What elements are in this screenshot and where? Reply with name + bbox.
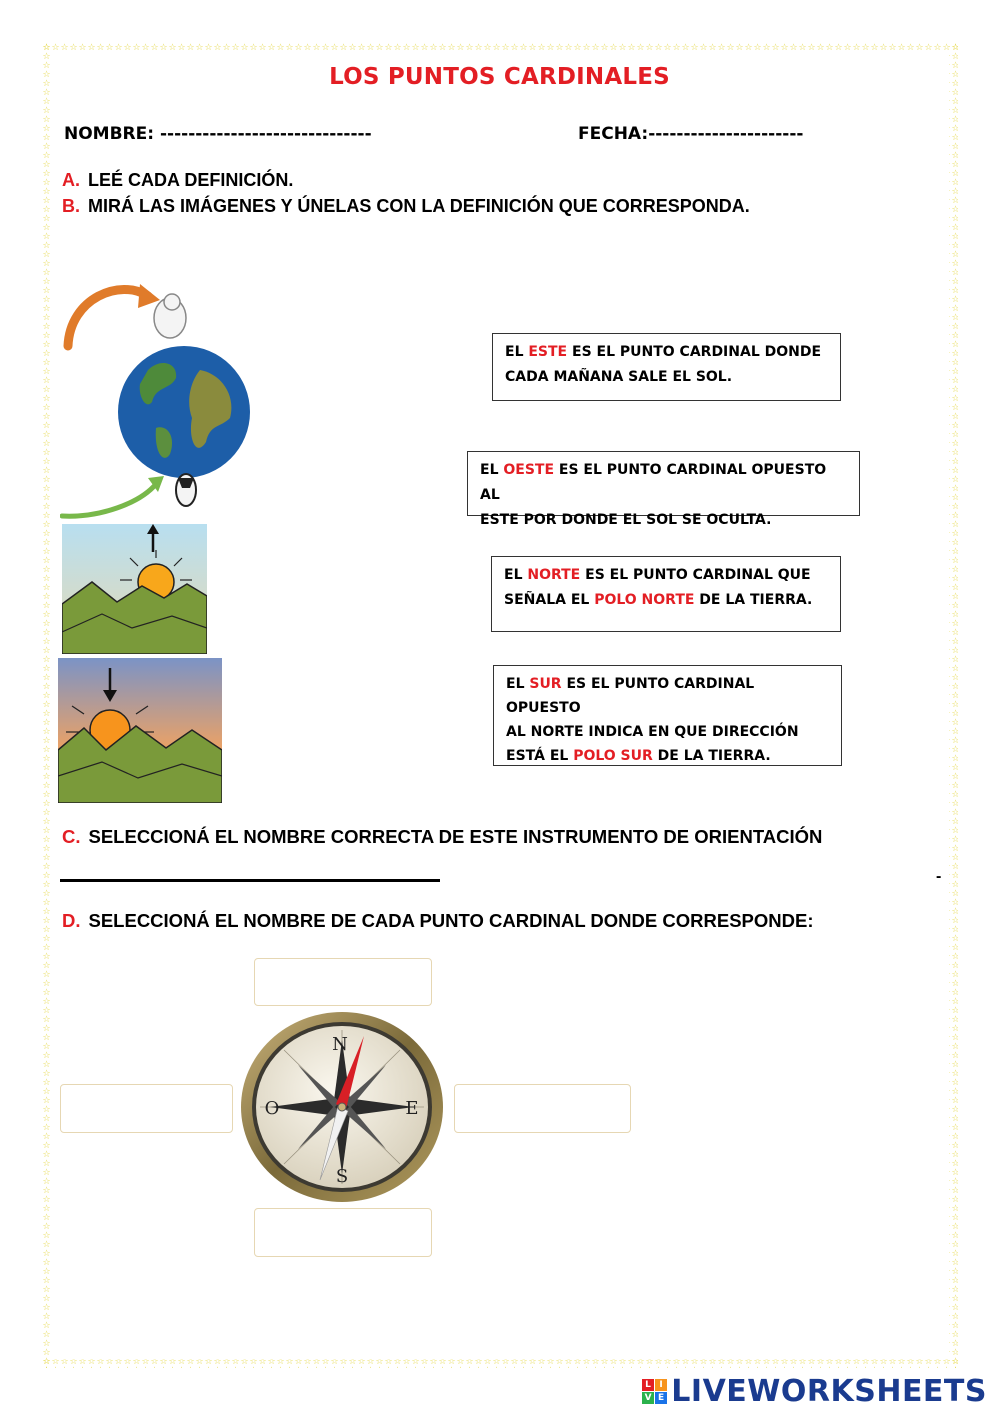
definition-sur-line1: EL SUR ES EL PUNTO CARDINAL OPUESTO bbox=[506, 676, 755, 716]
compass-letter-o: O bbox=[264, 1098, 280, 1119]
name-label: NOMBRE: ------------------------------ bbox=[64, 124, 372, 144]
answer-box-north[interactable] bbox=[254, 958, 432, 1006]
definition-norte-line2: SEÑALA EL POLO NORTE DE LA TIERRA. bbox=[504, 592, 813, 608]
definition-norte-line1: EL NORTE ES EL PUNTO CARDINAL QUE bbox=[504, 567, 811, 583]
instruction-c-text: SELECCIONÁ EL NOMBRE CORRECTA DE ESTE INSTRUMENTO DE ORIENTACIÓN bbox=[88, 826, 823, 847]
instruction-a bbox=[62, 170, 293, 191]
answer-box-west[interactable] bbox=[60, 1084, 233, 1133]
definition-este-line2: CADA MAÑANA SALE EL SOL. bbox=[505, 369, 733, 385]
instruction-a-letter: A. bbox=[62, 170, 80, 190]
compass-letter-s: S bbox=[335, 1166, 349, 1187]
answer-box-east[interactable] bbox=[454, 1084, 631, 1133]
liveworksheets-brand bbox=[642, 1374, 987, 1409]
definition-este-line1: EL ESTE ES EL PUNTO CARDINAL DONDE bbox=[505, 344, 822, 360]
trailing-dash: - bbox=[936, 868, 942, 885]
instruction-c-letter: C. bbox=[62, 826, 81, 847]
date-label: FECHA:---------------------- bbox=[578, 124, 804, 144]
definition-sur[interactable] bbox=[493, 665, 842, 766]
page-title: LOS PUNTOS CARDINALES bbox=[329, 64, 670, 90]
answer-line-instrument[interactable] bbox=[60, 879, 440, 882]
instruction-d bbox=[62, 910, 813, 932]
answer-box-south[interactable] bbox=[254, 1208, 432, 1257]
definition-norte[interactable] bbox=[491, 556, 841, 632]
instruction-d-letter: D. bbox=[62, 910, 81, 931]
sunrise-image[interactable] bbox=[62, 524, 207, 654]
instruction-b bbox=[62, 196, 750, 217]
definition-oeste-line2: ESTE POR DONDE EL SOL SE OCULTA. bbox=[480, 512, 772, 528]
definition-oeste-line1: EL OESTE ES EL PUNTO CARDINAL OPUESTO AL bbox=[480, 462, 827, 503]
definition-oeste[interactable] bbox=[467, 451, 860, 528]
definition-sur-line2: AL NORTE INDICA EN QUE DIRECCIÓN bbox=[506, 724, 799, 740]
instruction-b-letter: B. bbox=[62, 196, 80, 216]
liveworksheets-text: LIVEWORKSHEETS bbox=[671, 1374, 987, 1409]
instruction-c bbox=[62, 826, 822, 848]
globe-image[interactable] bbox=[60, 278, 250, 523]
compass-letter-e: E bbox=[405, 1098, 419, 1119]
instruction-d-text: SELECCIONÁ EL NOMBRE DE CADA PUNTO CARDINAL DONDE CORRESPONDE: bbox=[88, 910, 814, 931]
definition-este[interactable] bbox=[492, 333, 841, 401]
compass-letter-n: N bbox=[332, 1034, 348, 1055]
liveworksheets-logo: L I V E bbox=[642, 1379, 667, 1404]
sunset-image[interactable] bbox=[58, 658, 222, 803]
instruction-b-text: MIRÁ LAS IMÁGENES Y ÚNELAS CON LA DEFINICIÓN QUE CORRESPONDA. bbox=[88, 196, 750, 216]
compass-image bbox=[240, 1010, 445, 1205]
definition-sur-line3: ESTÁ EL POLO SUR DE LA TIERRA. bbox=[506, 748, 771, 764]
instruction-a-text: LEÉ CADA DEFINICIÓN. bbox=[88, 170, 294, 190]
